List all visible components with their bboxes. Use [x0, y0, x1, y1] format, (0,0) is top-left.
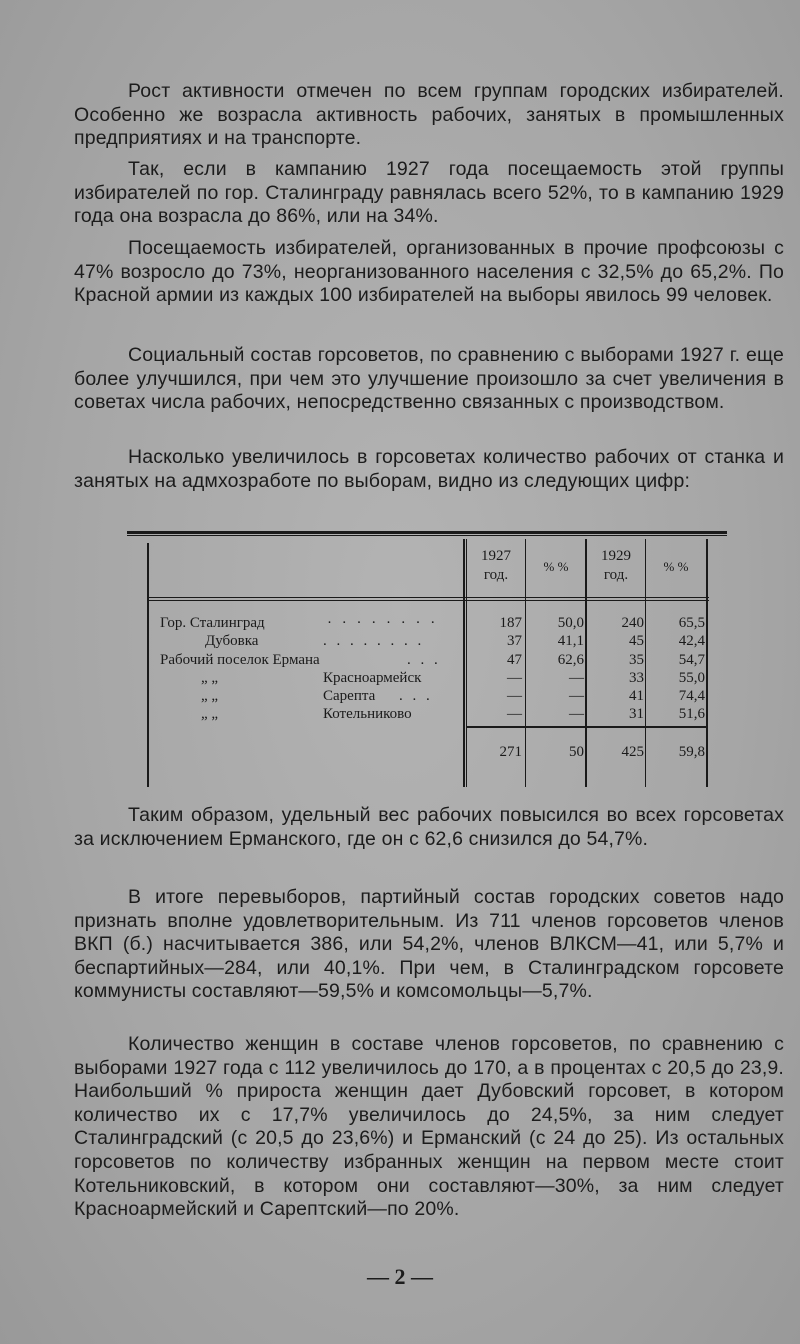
cell-1927: 37 — [507, 633, 522, 649]
cell-1927: — — [507, 706, 522, 722]
cell-1927: 47 — [507, 652, 522, 668]
cell-pct-1929: 65,5 — [678, 615, 705, 631]
cell-1929: 45 — [629, 633, 644, 649]
ditto-marks: „ „ — [201, 688, 219, 704]
header-1927 — [467, 547, 525, 585]
header-1929-unit: год. — [603, 567, 629, 583]
header-pct-2: % % — [663, 559, 689, 574]
table-row — [127, 614, 727, 633]
total-1927: 271 — [499, 744, 522, 760]
header-pct-1: % % — [543, 559, 569, 574]
row-label: Дубовка — [205, 633, 259, 649]
cell-pct-1929: 74,4 — [678, 688, 705, 704]
header-1929 — [587, 547, 645, 585]
paragraph-8: Количество женщин в составе членов горсоветов, по сравнению с выборами 1927 года с 112 увеличилось до 170, а в процентах с 20,5 до 23,9. Наибольший % прироста женщин дает Дубовский горсовет, в котором количество их с 17,7% увеличилось до 24,5%, за ним следует Сталинградский (с 20,5 до 23,6%) и Ерманский (с 24 до 25). Из остальных горсоветов по количеству избранных женщин на первом месте стоит Котельниковский, в котором они составляют—30%, за ним следует Красноармейский и Сарептский—по 20%. — [74, 1033, 784, 1221]
cell-pct-1927: — — [569, 688, 584, 704]
row-dots: . . . — [407, 652, 441, 668]
table-row — [127, 687, 727, 706]
paragraph-5: Насколько увеличилось в горсоветах количество рабочих от станка и занятых на адмхозработе по выборам, видно из следующих цифр: — [74, 446, 784, 492]
cell-pct-1927: 50,0 — [557, 615, 584, 631]
cell-1927: — — [507, 670, 522, 686]
row-dots: . . . . . . . . — [323, 633, 425, 649]
table-row — [127, 632, 727, 651]
table-top-rule — [127, 531, 727, 534]
page-number: — 2 — — [367, 1264, 433, 1289]
header-rule-2 — [149, 600, 709, 601]
row-label: Сарепта — [323, 688, 376, 704]
paragraph-6: Таким образом, удельный вес рабочих повысился во всех горсоветах за исключением Ерманского, где он с 62,6 снизился до 54,7%. — [74, 804, 784, 850]
workers-table — [127, 531, 727, 787]
cell-pct-1927: — — [569, 670, 584, 686]
row-dots: · · · · · · · · — [327, 615, 439, 631]
cell-1927: — — [507, 688, 522, 704]
paragraph-4: Социальный состав горсоветов, по сравнению с выборами 1927 г. еще более улучшился, при чем это улучшение произошло за счет увеличения в советах числа рабочих, непосредственно связанных с производством. — [74, 344, 784, 414]
header-1927-year: 1927 — [481, 548, 511, 564]
table-top-rule-thin — [127, 535, 727, 536]
cell-1929: 31 — [629, 706, 644, 722]
cell-pct-1929: 54,7 — [678, 652, 705, 668]
cell-pct-1927: 62,6 — [557, 652, 584, 668]
table-row — [127, 651, 727, 670]
row-label: Красноармейск — [323, 670, 422, 686]
paragraph-7: В итоге перевыборов, партийный состав городских советов надо признать вполне удовлетворительным. Из 711 членов горсоветов членов ВКП (б.) насчитывается 386, или 54,2%, членов ВЛКСМ—41, или 5,7% и беспартийных—284, или 40,1%. При чем, в Сталинградском горсовете коммунисты составляют—59,5% и комсомольцы—5,7%. — [74, 886, 784, 1003]
cell-1929: 240 — [621, 615, 644, 631]
table-total-row — [127, 743, 727, 762]
table-row — [127, 669, 727, 688]
header-rule — [149, 597, 709, 598]
ditto-marks: „ „ — [201, 670, 219, 686]
paragraph-1: Рост активности отмечен по всем группам городских избирателей. Особенно же возрасла активность рабочих, занятых в промышленных предприятиях и на транспорте. — [74, 80, 784, 150]
cell-1927: 187 — [499, 615, 522, 631]
header-1929-year: 1929 — [601, 548, 631, 564]
total-rule — [467, 726, 707, 728]
cell-1929: 41 — [629, 688, 644, 704]
row-label: Рабочий поселок Ермана — [160, 652, 320, 668]
paragraph-2: Так, если в кампанию 1927 года посещаемость этой группы избирателей по гор. Сталинграду равнялась всего 52%, то в кампанию 1929 года она возрасла до 86%, или на 34%. — [74, 158, 784, 228]
cell-pct-1929: 51,6 — [678, 706, 705, 722]
row-label: Котельниково — [323, 706, 412, 722]
header-1927-unit: год. — [483, 567, 509, 583]
cell-1929: 35 — [629, 652, 644, 668]
cell-1929: 33 — [629, 670, 644, 686]
table-row — [127, 705, 727, 724]
ditto-marks: „ „ — [201, 706, 219, 722]
row-dots: . . . — [399, 688, 433, 704]
cell-pct-1927: 41,1 — [557, 633, 584, 649]
row-label: Гор. Сталинград — [160, 615, 265, 631]
total-1929: 425 — [621, 744, 644, 760]
paragraph-3: Посещаемость избирателей, организованных в прочие профсоюзы с 47% возросло до 73%, неорганизованного населения с 32,5% до 65,2%. По Красной армии из каждых 100 избирателей на выборы явилось 99 человек. — [74, 237, 784, 307]
total-pct-1927: 50 — [569, 744, 584, 760]
total-pct-1929: 59,8 — [678, 744, 705, 760]
cell-pct-1929: 42,4 — [678, 633, 705, 649]
cell-pct-1927: — — [569, 706, 584, 722]
cell-pct-1929: 55,0 — [678, 670, 705, 686]
